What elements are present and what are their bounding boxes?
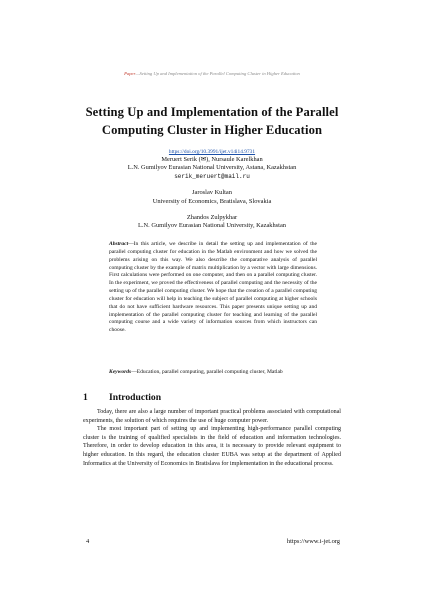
paper-title: Setting Up and Implementation of the Parallel Computing Cluster in Higher Education xyxy=(85,105,339,137)
page-number: 4 xyxy=(86,538,90,545)
author-spacer xyxy=(0,181,424,189)
author-affiliation-2: University of Economics, Bratislava, Slovakia xyxy=(152,197,272,205)
running-head xyxy=(0,71,424,76)
body-paragraph-2: The most important part of setting up and implementing high-performance parallel computing cluster is the training of qualified specialists in the field of education and information technologies. Therefore, in order to develop education in this area, it is necessary to provide relevant equipment to higher education. In this regard, the education cluster EUBA was setup at the department of Applied Informatics at the University of Economics in Bratislava for implementation in the educational process. xyxy=(83,426,341,467)
author-affiliation-1: L.N. Gumilyov Eurasian National University, Astana, Kazakhstan xyxy=(127,164,297,172)
running-head-accent: Paper xyxy=(124,71,136,76)
author-email[interactable]: serik_meruert@mail.ru xyxy=(174,172,250,180)
keywords xyxy=(109,369,317,377)
section-number: 1 xyxy=(83,392,88,403)
running-head-text: —Setting Up and Implementation of the Parallel Computing Cluster in Higher Education xyxy=(135,71,300,76)
author-names-3: Zhandos Zulpykhar xyxy=(186,214,238,222)
keywords-label: Keywords xyxy=(109,369,132,375)
author-affiliation-3: L.N. Gumilyov Eurasian National University, Kazakhstan xyxy=(138,222,286,230)
body-paragraph-1: Today, there are also a large number of important practical problems associated with computational experiments, the solution of which requires the use of huge computer power. xyxy=(83,409,341,424)
author-block xyxy=(0,156,424,231)
author-names-1: Meruert Serik (✉), Nursaule Karelkhan xyxy=(161,156,263,163)
abstract-text: —In this article, we describe in detail the setting up and implementation of the parallel computing cluster for education in the Matlab environment and how we solved the problems arising on this way. We also describe the comparative analysis of parallel computing cluster by the example of matrix multiplication by a vector with large dimensions. First calculations were performed on one computer, and then on a parallel computing cluster. In the experiment, we proved the effectiveness of parallel computing and the necessity of the setting up of the parallel computing cluster. We hope that the creation of a parallel computing cluster for education will help in teaching the subject of parallel computing at higher schools that do not have sufficient hardware resources. This paper presents unique setting up and implementation of the parallel computing cluster for teaching and learning of the parallel computing course and a wide variety of information sources from which instructors can choose. xyxy=(109,241,317,334)
section-title: Introduction xyxy=(109,392,162,403)
body-text xyxy=(83,408,341,468)
abstract xyxy=(109,241,317,335)
author-names-2: Jaroslav Kultan xyxy=(192,189,232,197)
abstract-label: Abstract xyxy=(109,241,129,247)
section-heading xyxy=(83,392,161,403)
footer-url[interactable]: https://www.i-jet.org xyxy=(286,538,340,545)
author-spacer xyxy=(0,206,424,214)
doi-link[interactable]: https://doi.org/10.3991/ijet.v14i14.9731 xyxy=(168,149,256,155)
keywords-text: —Education, parallel computing, parallel computing cluster, Matlab xyxy=(131,369,283,375)
